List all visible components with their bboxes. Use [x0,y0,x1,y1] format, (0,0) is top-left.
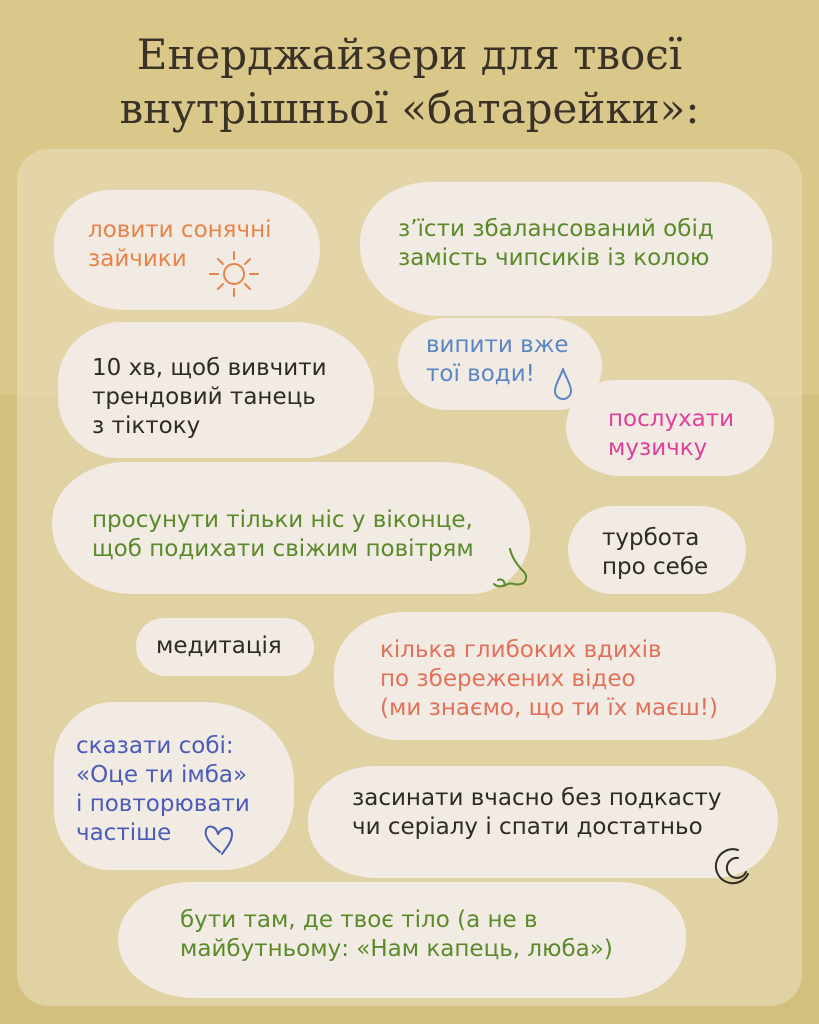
title-line-1: Енерджайзери для твоєї [136,30,683,79]
tip-line: бути там, де твоє тіло (а не в [180,907,538,933]
tip-line: засинати вчасно без подкасту [352,785,722,811]
tip-fresh-air [52,462,530,594]
page-title [0,28,819,136]
tip-meditation [136,618,314,676]
tip-line: просунути тільки ніс у віконце, [92,507,473,533]
tip-line: (ми знаємо, що ти їх маєш!) [380,695,718,721]
water-drop-icon [552,366,574,402]
tip-be-present [118,882,686,998]
moon-icon [708,844,756,888]
tip-line: про себе [602,554,709,580]
tip-line: і повторювати [76,791,250,817]
tip-listen-music [566,380,774,476]
tip-line: турбота [602,525,700,551]
sun-icon [204,248,264,298]
tip-line: трендовий танець [92,384,316,410]
tip-line: зайчики [88,246,187,272]
tip-line: по збережених відео [380,666,636,692]
tip-line: замість чипсиків із колою [398,245,710,271]
tip-line: сказати собі: [76,733,234,759]
tip-line: з тіктоку [92,413,201,439]
tip-line: випити вже [426,332,569,358]
tip-self-care [568,506,746,594]
tip-line: кілька глибоких вдихів [380,637,662,663]
tip-line: частіше [76,820,172,846]
tip-line: послухати [608,406,735,432]
nose-icon [488,546,532,594]
tip-self-affirmation [54,702,294,870]
tip-deep-breaths [334,612,776,740]
tip-line: майбутньому: «Нам капець, люба») [180,936,613,962]
tip-line: музичку [608,435,708,461]
tip-line: щоб подихати свіжим повітрям [92,536,474,562]
title-line-2: внутрішньої «батарейки»: [119,84,700,133]
tip-line: ловити сонячні [88,217,272,243]
tip-line: медитація [156,633,282,659]
tip-line: 10 хв, щоб вивчити [92,355,327,381]
tip-line: «Оце ти імба» [76,762,248,788]
tip-line: тої води! [426,361,535,387]
tip-tiktok-dance [58,322,374,458]
tip-line: чи серіалу і спати достатньо [352,814,703,840]
tip-balanced-lunch [360,182,772,316]
tip-catch-sunbeams [54,190,320,310]
tip-line: з’їсти збалансований обід [398,216,714,242]
heart-icon [200,820,240,858]
